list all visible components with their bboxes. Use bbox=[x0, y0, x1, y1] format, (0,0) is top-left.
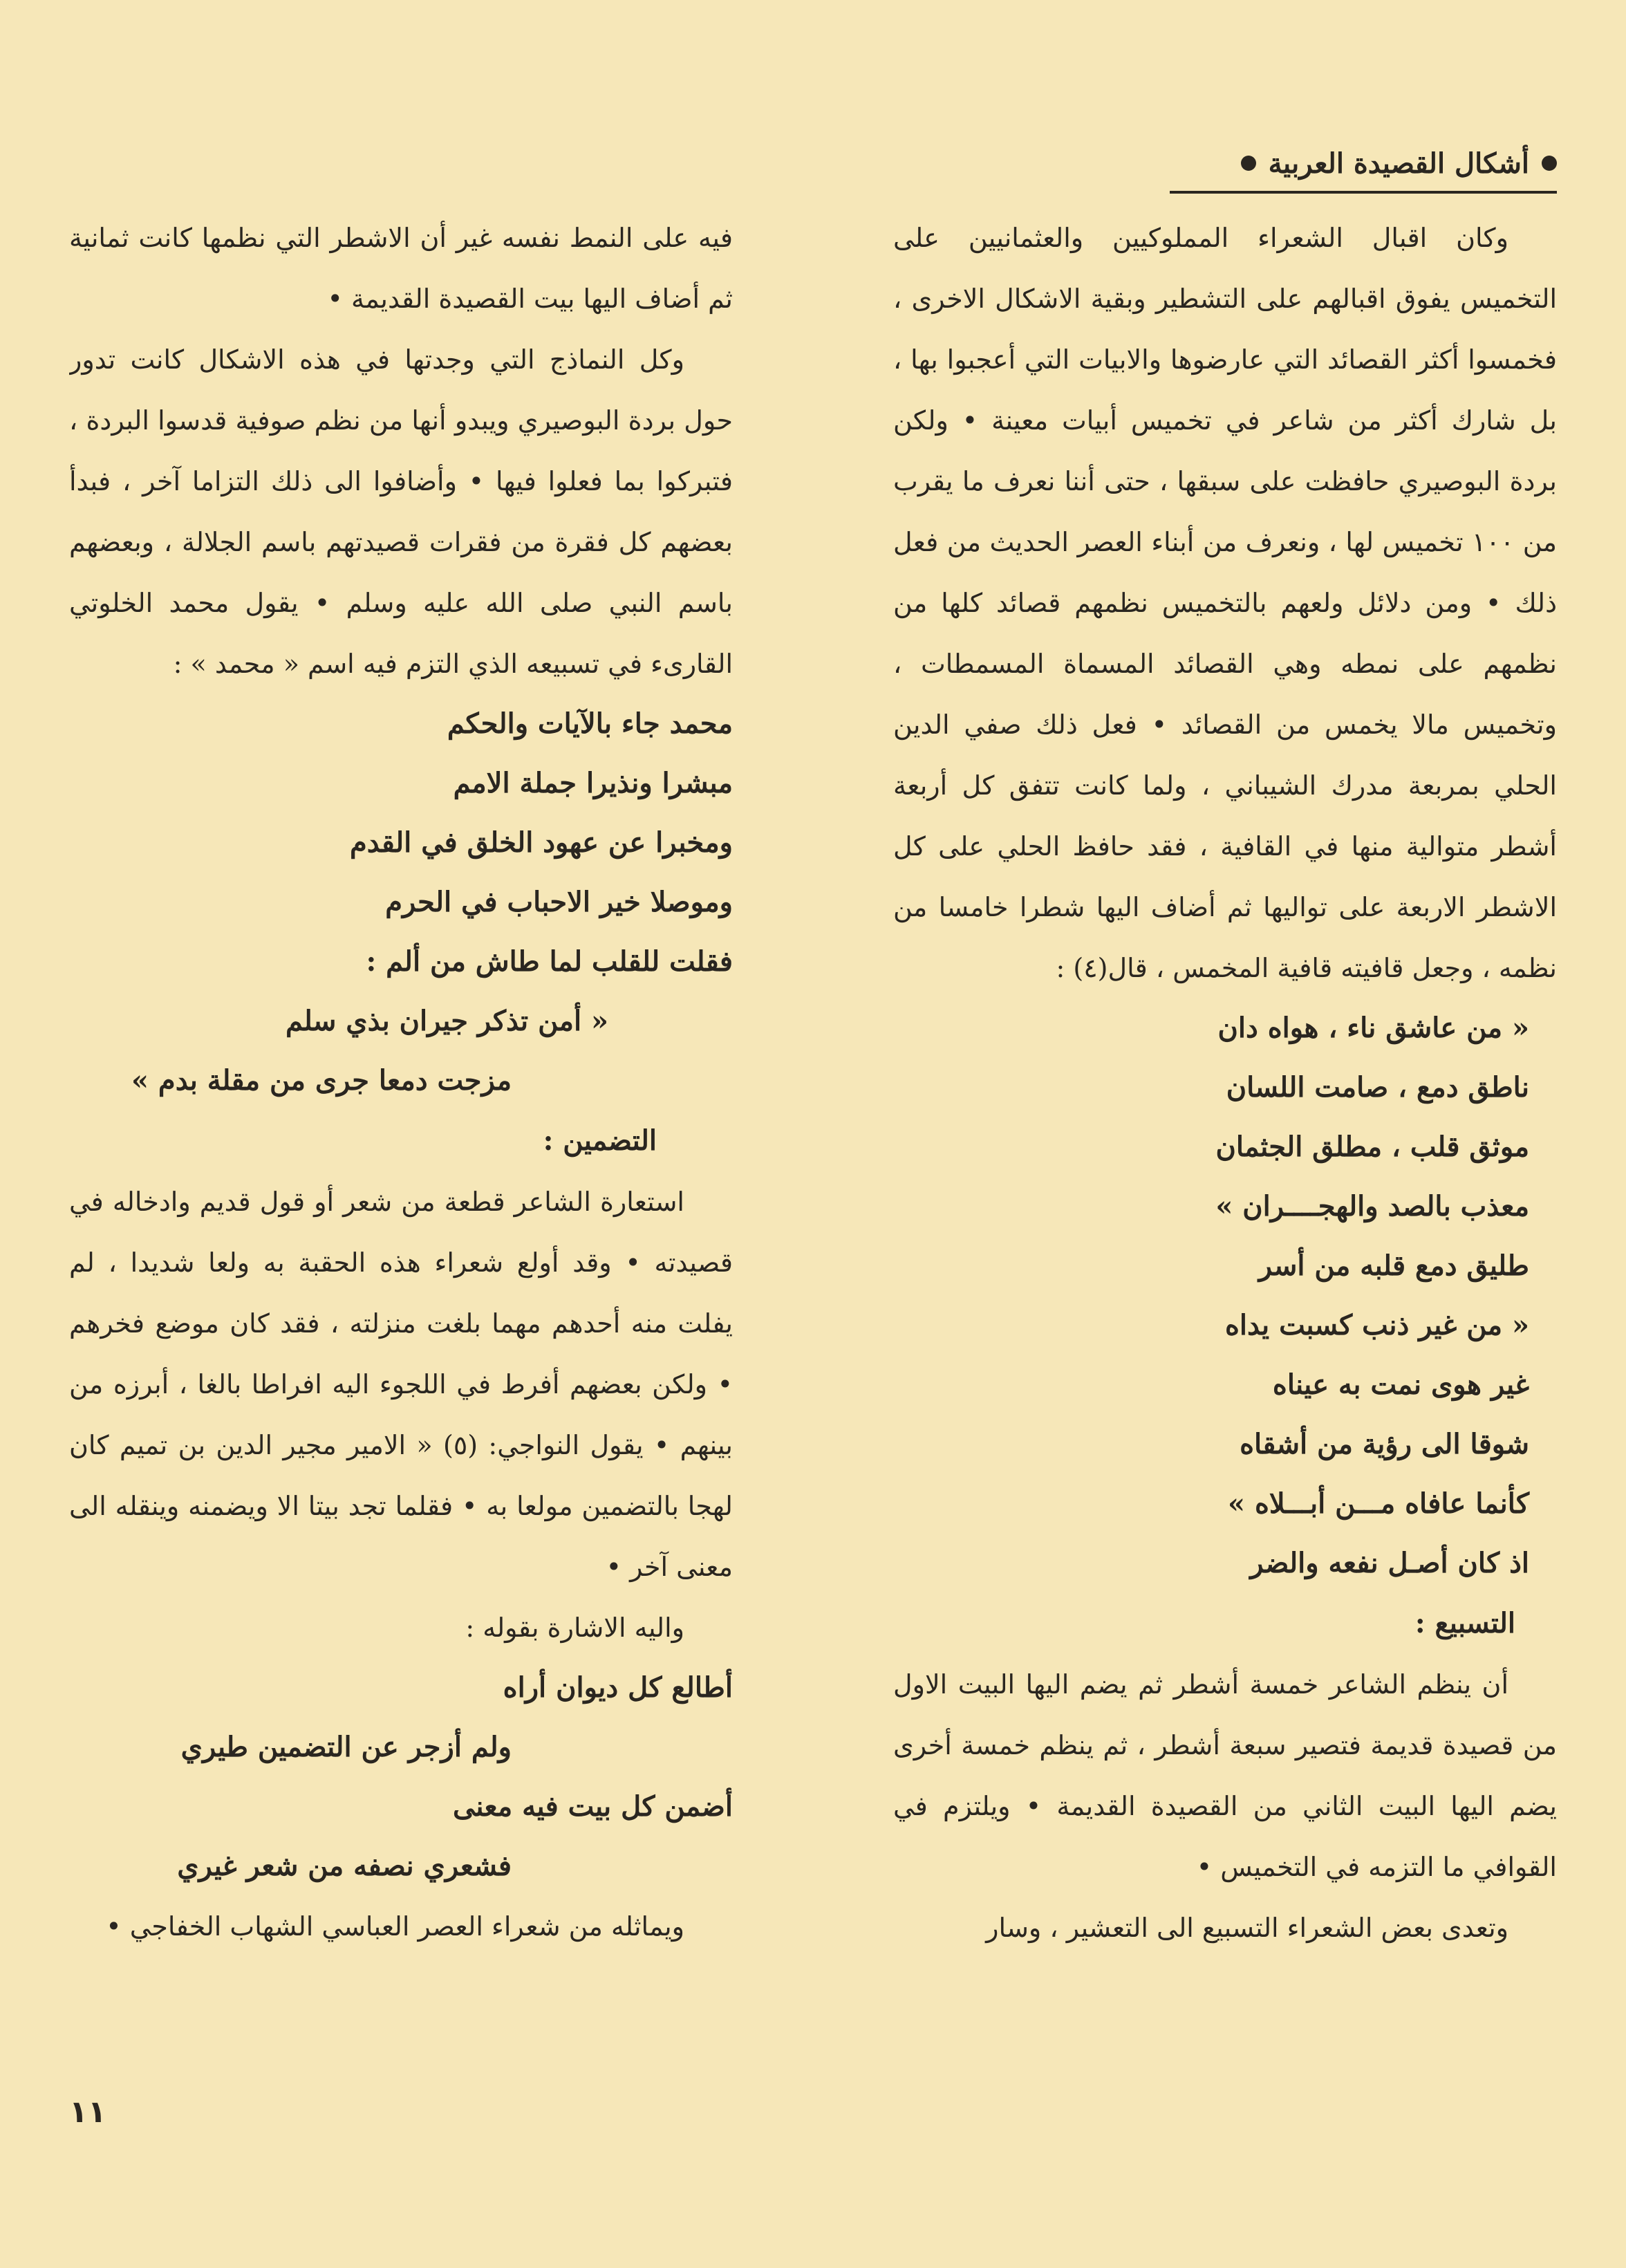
verse-line: موثق قلب ، مطلق الجثمان bbox=[1215, 1131, 1529, 1163]
section-heading: التسبيع : bbox=[1414, 1607, 1515, 1639]
verse-line: اذ كان أصـل نفعه والضر bbox=[1250, 1547, 1529, 1579]
verse-line: طليق دمع قلبه من أسر bbox=[1258, 1249, 1529, 1282]
bullet-icon bbox=[1542, 156, 1557, 171]
paragraph: وكل النماذج التي وجدتها في هذه الاشكال كانت تدور حول بردة البوصيري ويبدو أنها من نظم صوفية قدسوا البردة ، فتبركوا بما فعلوا فيها • وأضافوا الى ذلك التزاما آخر ، فبدأ بعضهم كل فقرة من فقرات قصيدتهم باسم الجلالة ، وبعضهم باسم النبي صلى الله عليه وسلم • يقول محمد الخلوتي القارىء في تسبيعه الذي التزم فيه اسم « محمد » : bbox=[69, 344, 733, 679]
verse-line: أضمن كل بيت فيه معنى bbox=[453, 1790, 733, 1823]
verse-line: ومخبرا عن عهود الخلق في القدم bbox=[349, 826, 733, 859]
verse-line: فقلت للقلب لما طاش من ألم : bbox=[366, 945, 733, 978]
paragraph: استعارة الشاعر قطعة من شعر أو قول قديم وادخاله في قصيدته • وقد أولع شعراء هذه الحقبة به ولعا شديدا ، لم يفلت منه أحدهم مهما بلغت منزلته ، فقد كان موضع فخرهم • ولكن بعضهم أفرط في اللجوء اليه افراطا بالغا ، أبرزه من بينهم • يقول النواجي: (٥) « الامير مجير الدين بن تميم كان لهجا بالتضمين مولعا به • فقلما تجد بيتا الا ويضمنه وينقله الى معنى آخر • bbox=[69, 1187, 733, 1582]
verse-line: ناطق دمع ، صامت اللسان bbox=[1226, 1071, 1529, 1104]
verse-line: أطالع كل ديوان أراه bbox=[503, 1671, 733, 1704]
paragraph: أن ينظم الشاعر خمسة أشطر ثم يضم اليها البيت الاول من قصيدة قديمة فتصير سبعة أشطر ، ثم ينظم خمسة أخرى يضم اليها البيت الثاني من القصيدة القديمة • ويلتزم في القوافي ما التزمه في التخميس • bbox=[893, 1669, 1557, 1882]
verse-line: وموصلا خير الاحباب في الحرم bbox=[385, 886, 733, 918]
header-title: أشكال القصيدة العربية bbox=[1268, 147, 1529, 180]
verse-line: « من غير ذنب كسبت يداه bbox=[1224, 1309, 1529, 1341]
verse-line: محمد جاء بالآيات والحكم bbox=[447, 707, 733, 740]
verse-line: ولم أزجر عن التضمين طيري bbox=[180, 1731, 512, 1763]
verse-line: « من عاشق ناء ، هواه دان bbox=[1217, 1012, 1529, 1044]
right-column bbox=[893, 207, 1557, 2088]
verse-line: كأنما عافاه مـــن أبـــلاه » bbox=[1228, 1487, 1529, 1520]
paragraph: فيه على النمط نفسه غير أن الاشطر التي نظمها كانت ثمانية ثم أضاف اليها بيت القصيدة القديمة • bbox=[69, 223, 733, 314]
page-number: ١١ bbox=[69, 2094, 106, 2130]
verse-line: فشعري نصفه من شعر غيري bbox=[177, 1850, 512, 1882]
paragraph: ويماثله من شعراء العصر العباسي الشهاب الخفاجي • bbox=[106, 1911, 684, 1942]
running-header bbox=[1170, 136, 1557, 194]
verse-line: معذب بالصد والهجــــران » bbox=[1215, 1190, 1529, 1223]
verse-line: مزجت دمعا جرى من مقلة بدم » bbox=[131, 1064, 512, 1097]
paragraph: واليه الاشارة بقوله : bbox=[465, 1612, 684, 1643]
section-heading: التضمين : bbox=[543, 1124, 657, 1157]
left-column bbox=[69, 207, 733, 2088]
paragraph: وتعدى بعض الشعراء التسبيع الى التعشير ، وسار bbox=[986, 1913, 1508, 1943]
verse-line: مبشرا ونذيرا جملة الامم bbox=[453, 767, 733, 799]
verse-line: شوقا الى رؤية من أشقاه bbox=[1240, 1428, 1529, 1460]
paragraph: وكان اقبال الشعراء المملوكيين والعثمانيين على التخميس يفوق اقبالهم على التشطير وبقية الاشكال الاخرى ، فخمسوا أكثر القصائد التي عارضوها والابيات التي أعجبوا بها ، بل شارك أكثر من شاعر في تخميس أبيات معينة • ولكن بردة البوصيري حافظت على سبقها ، حتى أننا نعرف ما يقرب من ١٠٠ تخميس لها ، ونعرف من أبناء العصر الحديث من فعل ذلك • ومن دلائل ولعهم بالتخميس نظمهم قصائد كلها من نظمهم على نمطه وهي القصائد المسماة المسمطات ، وتخميس مالا يخمس من القصائد • فعل ذلك صفي الدين الحلي بمربعة مدرك الشيباني ، ولما كانت تتفق كل أربعة أشطر متوالية منها في القافية ، فقد حافظ الحلي على كل الاشطر الاربعة على تواليها ثم أضاف اليها شطرا خامسا من نظمه ، وجعل قافيته قافية المخمس ، قال(٤) : bbox=[893, 223, 1557, 983]
verse-line: « أمن تذكر جيران بذي سلم bbox=[285, 1005, 608, 1037]
verse-line: غير هوى نمت به عيناه bbox=[1272, 1368, 1529, 1401]
bullet-icon bbox=[1241, 156, 1256, 171]
